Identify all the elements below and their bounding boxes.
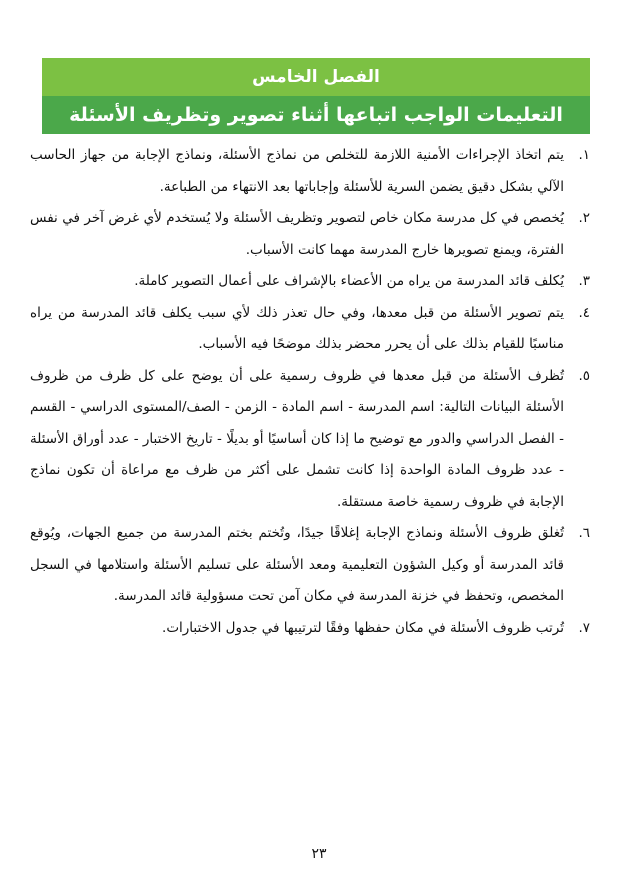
item-text: تُرتب ظروف الأسئلة في مكان حفظها وفقًا لترتيبها في جدول الاختبارات. (162, 619, 564, 636)
item-number: ٣. (578, 273, 590, 289)
item-text: تُظرف الأسئلة من قبل معدها في ظروف رسمية على أن يوضح على كل ظرف من ظروف الأسئلة البيانات التالية: اسم المدرسة - اسم المادة - الزمن - الصف/المستوى الدراسي - القسم - الفصل الدراسي والدور مع توضيح ما إذا كان أساسيًا أو بديلًا - تاريخ الاختبار - عدد أوراق الأسئلة - عدد ظروف المادة الواحدة إذا كانت تشمل على أكثر من ظرف مع مراعاة أن تكون نماذج الإجابة في ظروف رسمية خاصة مستقلة. (30, 367, 564, 510)
section-title: التعليمات الواجب اتباعها أثناء تصوير وتظريف الأسئلة (42, 96, 590, 134)
page-number: ٢٣ (311, 846, 327, 862)
list-item (30, 140, 590, 203)
item-text: يتم اتخاذ الإجراءات الأمنية اللازمة للتخلص من نماذج الأسئلة، ونماذج الإجابة من جهاز الحاسب الآلي بشكل دقيق يضمن السرية للأسئلة وإجاباتها بعد الانتهاء من الطباعة. (30, 147, 564, 195)
item-number: ٤. (578, 304, 590, 321)
list-item (30, 518, 590, 613)
item-number: ٢. (578, 210, 590, 226)
item-number: ٥. (578, 367, 590, 384)
item-text: يُكلف قائد المدرسة من يراه من الأعضاء بالإشراف على أعمال التصوير كاملة. (134, 273, 564, 289)
item-text: يُخصص في كل مدرسة مكان خاص لتصوير وتظريف الأسئلة ولا يُستخدم لأي غرض آخر في نفس الفترة، ويمنع تصويرها خارج المدرسة مهما كانت الأسباب. (30, 210, 564, 258)
item-number: ٦. (578, 525, 590, 541)
list-item (30, 266, 590, 298)
list-item (30, 298, 590, 361)
list-item (30, 203, 590, 266)
instructions-list (30, 140, 590, 644)
list-item (30, 613, 590, 645)
item-text: تُغلق ظروف الأسئلة ونماذج الإجابة إغلاقًا جيدًا، وتُختم بختم المدرسة من جميع الجهات، ويُوقع قائد المدرسة أو وكيل الشؤون التعليمية ومعد الأسئلة على تسليم الأسئلة واستلامها في السجل المخصص، وتحفظ في خزنة المدرسة في مكان آمن تحت مسؤولية قائد المدرسة. (30, 525, 564, 604)
item-text: يتم تصوير الأسئلة من قبل معدها، وفي حال تعذر ذلك لأي سبب يكلف قائد المدرسة من يراه مناسبًا للقيام بذلك على أن يحرر محضر بذلك موضحًا فيه الأسباب. (30, 304, 564, 352)
list-item (30, 361, 590, 519)
item-number: ١. (578, 147, 590, 163)
chapter-title: الفصل الخامس (42, 58, 590, 96)
item-number: ٧. (578, 619, 590, 636)
